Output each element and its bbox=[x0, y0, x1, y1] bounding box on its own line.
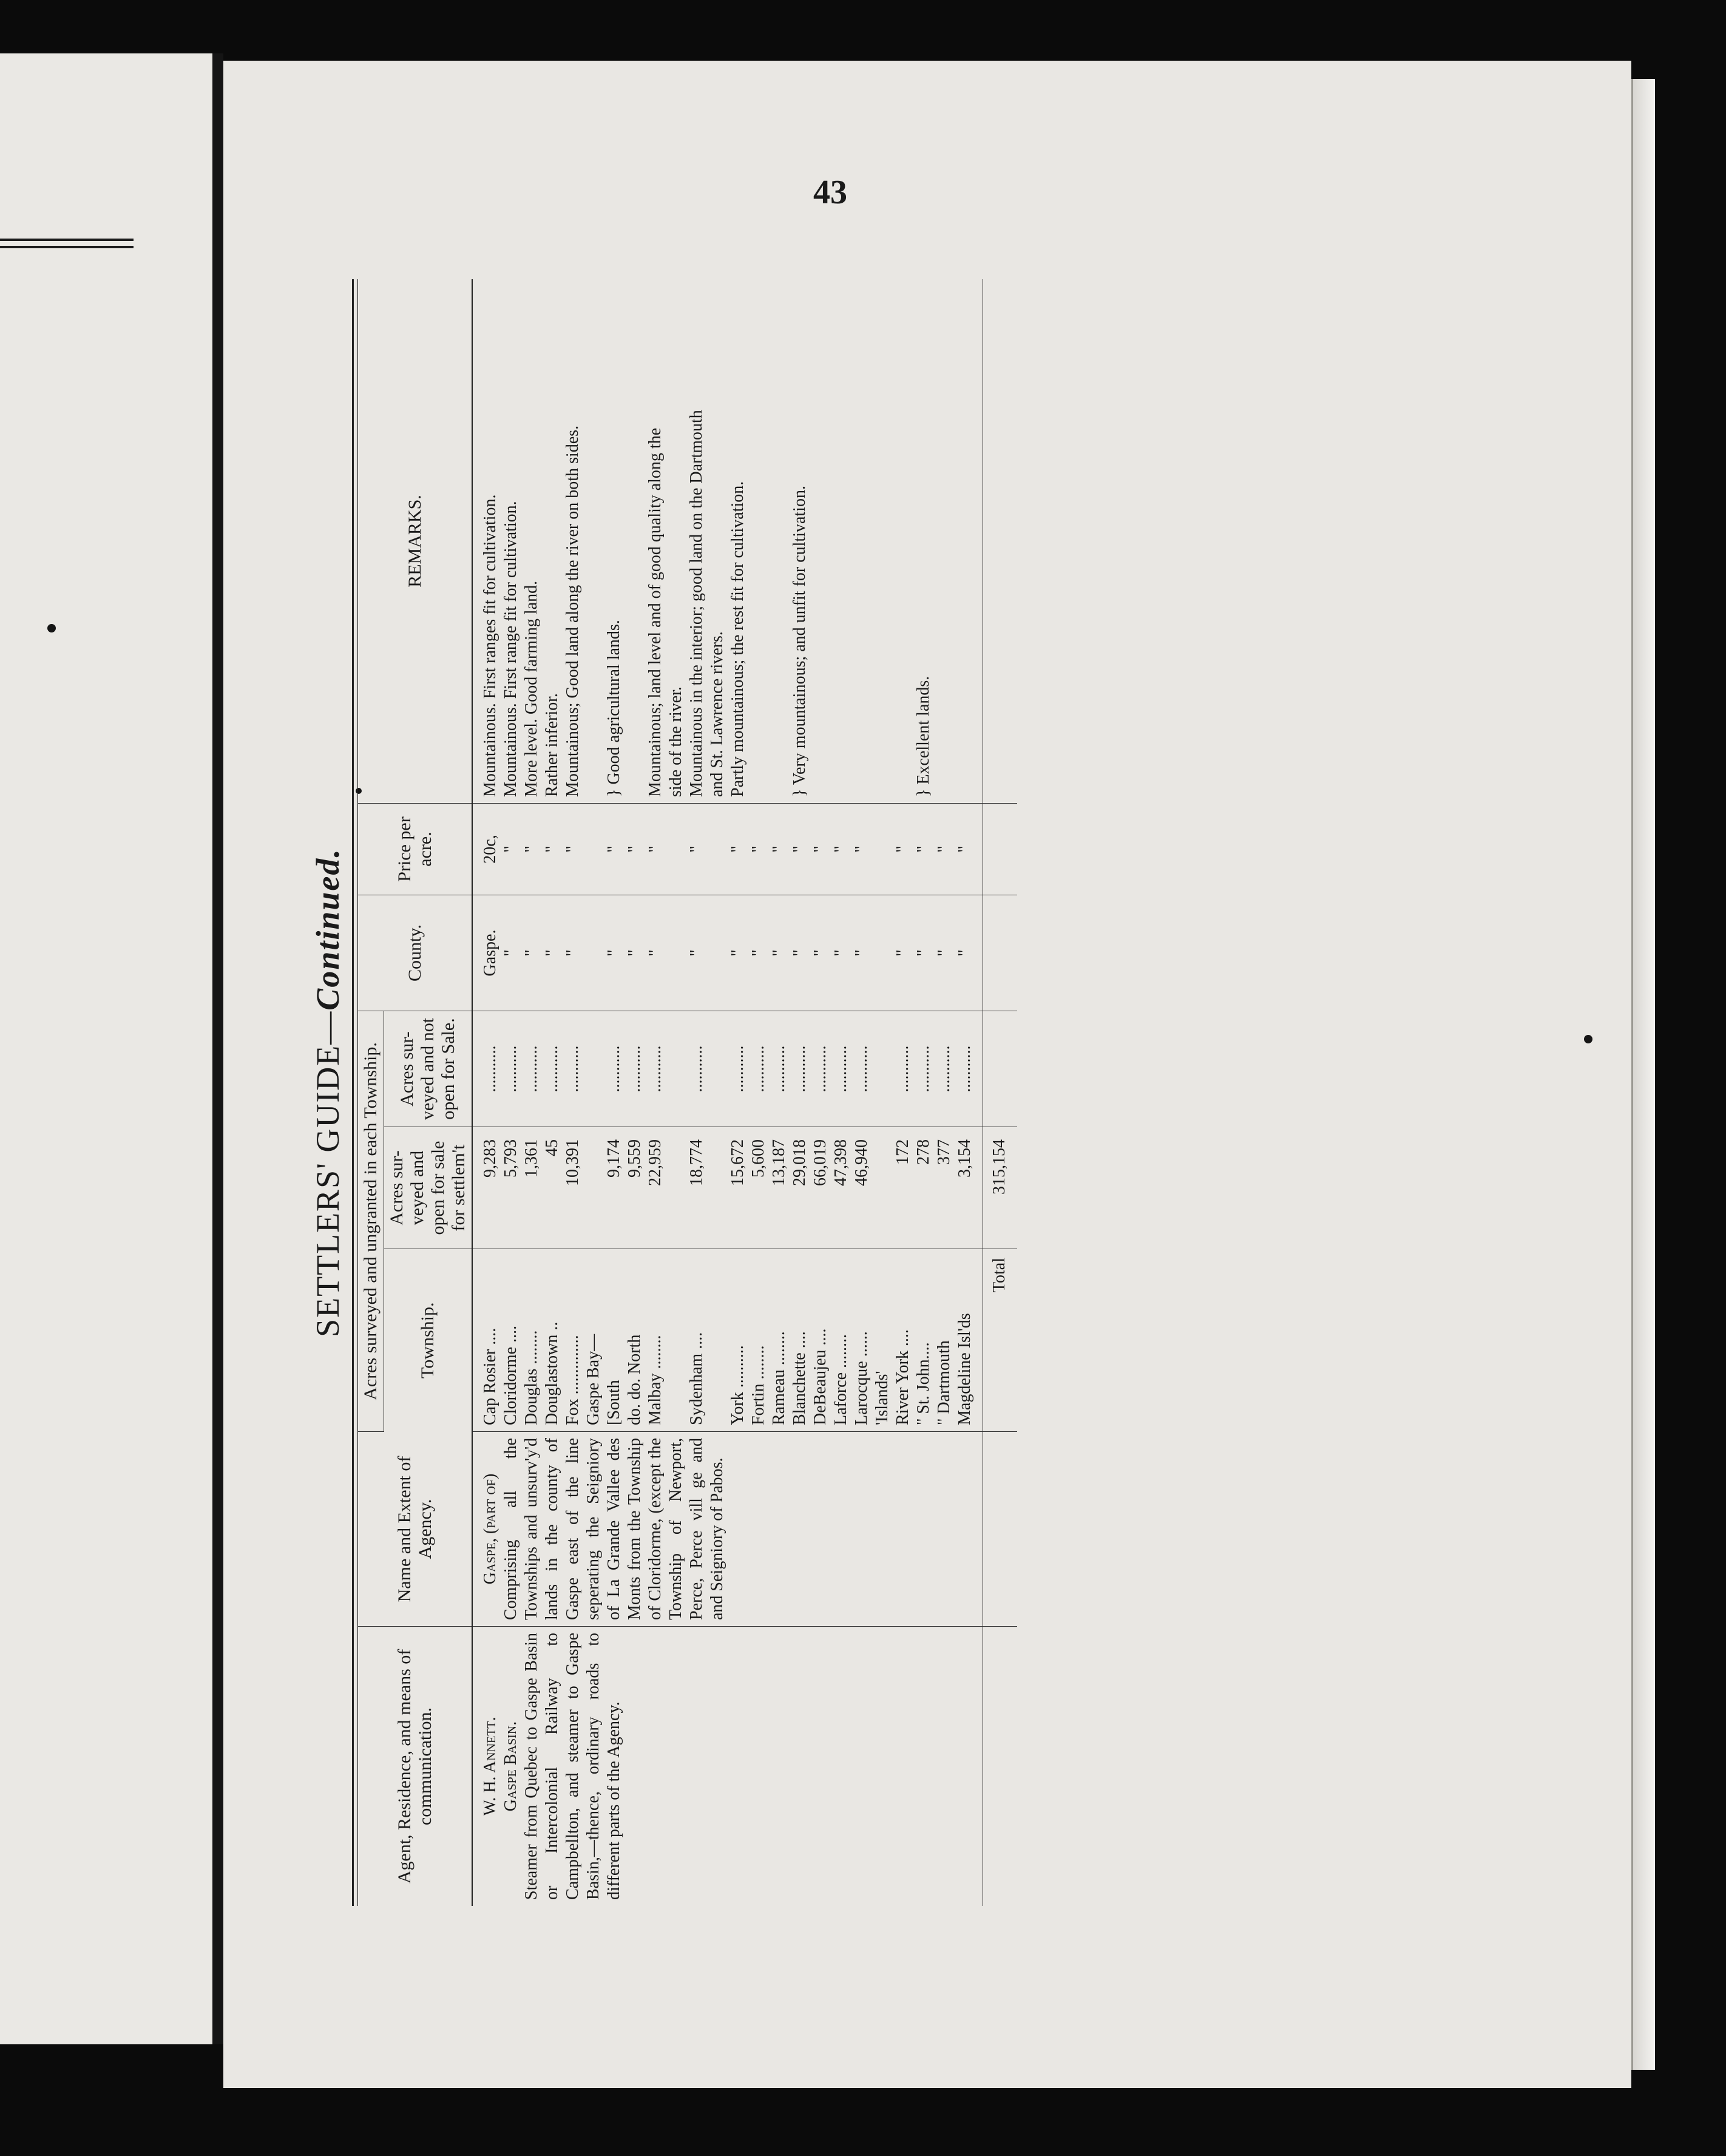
county-list bbox=[472, 895, 983, 1011]
book-gutter bbox=[212, 53, 223, 2044]
price-value: " bbox=[790, 846, 809, 853]
total-spacer bbox=[983, 1011, 1018, 1127]
county-value: " bbox=[522, 949, 541, 957]
page-number: 43 bbox=[813, 174, 847, 211]
ink-speck bbox=[47, 624, 56, 632]
remark-line bbox=[583, 285, 604, 797]
remark-line bbox=[851, 285, 872, 797]
acres-open-value: 18,774 bbox=[687, 1139, 706, 1186]
price-value: " bbox=[687, 846, 706, 853]
remark-line: More level. Good farming land. bbox=[522, 580, 541, 797]
price-value bbox=[666, 810, 686, 889]
acres-open-value: 13,187 bbox=[770, 1139, 788, 1186]
acres-open-list bbox=[472, 1127, 983, 1249]
acres-open-value bbox=[666, 1139, 686, 1242]
township-name: " St. John.... bbox=[914, 1342, 933, 1425]
remark-line: Mountainous; land level and of good quality along the bbox=[646, 427, 665, 797]
township-name: Laforce ........ bbox=[831, 1334, 850, 1425]
price-value bbox=[583, 810, 604, 889]
acres-not-open-value: ........... bbox=[935, 1045, 953, 1093]
price-value: " bbox=[563, 846, 582, 853]
price-value: " bbox=[646, 846, 665, 853]
facing-page-rule bbox=[0, 239, 134, 241]
remark-line bbox=[872, 285, 893, 797]
acres-not-open-value: ........... bbox=[646, 1045, 665, 1093]
county-value: " bbox=[625, 949, 644, 957]
remark-line: side of the river. bbox=[666, 686, 685, 797]
agency-name: Gaspe, (part of) bbox=[481, 1473, 499, 1585]
remark-line: Mountainous. First range fit for cultivation. bbox=[501, 501, 520, 797]
agent-cell bbox=[472, 1627, 983, 1907]
county-value: " bbox=[935, 949, 953, 957]
remark-line bbox=[748, 285, 769, 797]
acres-not-open-list bbox=[472, 1011, 983, 1127]
township-name: Cap Rosier .... bbox=[481, 1327, 499, 1425]
acres-open-value: 9,559 bbox=[625, 1139, 644, 1178]
township-name: Douglastown .. bbox=[543, 1321, 561, 1425]
price-value: " bbox=[935, 846, 953, 853]
total-spacer bbox=[983, 1627, 1018, 1907]
county-value bbox=[666, 901, 686, 1005]
county-value: " bbox=[646, 949, 665, 957]
acres-open-value: 278 bbox=[914, 1139, 933, 1165]
header-agent: Agent, Residence, and means of communication. bbox=[394, 1649, 435, 1884]
title-dash: — bbox=[310, 1010, 346, 1045]
acres-not-open-value: ........... bbox=[831, 1045, 850, 1093]
remark-line: } Excellent lands. bbox=[914, 676, 933, 797]
agency-cell bbox=[472, 1432, 983, 1627]
township-name: 'Islands' bbox=[873, 1371, 892, 1425]
county-value: " bbox=[955, 949, 974, 957]
title-rule bbox=[352, 279, 358, 1906]
acres-not-open-value: ........... bbox=[955, 1045, 974, 1093]
township-name: Gaspe Bay— bbox=[584, 1334, 603, 1425]
remark-line bbox=[810, 285, 831, 797]
remark-line bbox=[831, 285, 851, 797]
price-value bbox=[872, 810, 893, 889]
acres-open-value: 5,793 bbox=[501, 1139, 520, 1178]
title-continued: Continued. bbox=[310, 848, 346, 1011]
county-value: " bbox=[914, 949, 933, 957]
remark-line bbox=[934, 285, 955, 797]
remark-line: Mountainous. First ranges fit for cultivation. bbox=[481, 494, 499, 797]
township-name: " Dartmouth bbox=[935, 1340, 953, 1425]
price-value: 20c, bbox=[481, 835, 499, 864]
township-name: Fox .............. bbox=[563, 1335, 582, 1425]
header-township: Township. bbox=[384, 1249, 473, 1432]
title-main: SETTLERS' GUIDE bbox=[310, 1044, 346, 1337]
price-value: " bbox=[955, 846, 974, 853]
price-value: " bbox=[604, 846, 623, 853]
acres-not-open-value: ........... bbox=[749, 1045, 768, 1093]
township-name bbox=[707, 1255, 728, 1425]
acres-open-value: 15,672 bbox=[728, 1139, 747, 1186]
acres-not-open-value bbox=[583, 1017, 604, 1120]
header-name: Name and Extent of Agency. bbox=[358, 1432, 472, 1627]
total-spacer bbox=[983, 1432, 1018, 1627]
price-value bbox=[707, 810, 728, 889]
township-name: do. do. North bbox=[625, 1334, 644, 1425]
header-price: Price per acre. bbox=[358, 804, 472, 895]
agency-extent: Comprising all the Townships and unsurv'y'd lands in the county of Gaspe east of the line seperating the Seigniory of La Grande Vallee des Monts from the Township of Cloridorme, (except the Township of Newport, Perce, Perce vill ge and and Seigniory of Pabos. bbox=[501, 1438, 726, 1620]
township-name: Larocque ...... bbox=[852, 1331, 871, 1425]
acres-open-value: 22,959 bbox=[646, 1139, 665, 1186]
township-name: [South bbox=[604, 1380, 623, 1425]
acres-open-value: 377 bbox=[935, 1139, 953, 1165]
acres-open-value: 3,154 bbox=[955, 1139, 974, 1178]
price-list bbox=[472, 804, 983, 895]
county-value: " bbox=[852, 949, 871, 957]
facing-page-rule bbox=[0, 246, 134, 248]
remark-line: and St. Lawrence rivers. bbox=[708, 631, 726, 797]
township-name: Sydenham .... bbox=[687, 1332, 706, 1425]
page-title bbox=[303, 279, 352, 1906]
acres-not-open-value: ........... bbox=[481, 1045, 499, 1093]
acres-open-value: 1,361 bbox=[522, 1139, 541, 1178]
township-name: Fortin ........ bbox=[749, 1345, 768, 1425]
county-value: " bbox=[811, 949, 830, 957]
total-value: 315,154 bbox=[983, 1127, 1018, 1249]
township-list bbox=[472, 1249, 983, 1432]
settlers-guide-table bbox=[358, 279, 1017, 1906]
remark-line: } Very mountainous; and unfit for cultivation. bbox=[790, 486, 809, 797]
acres-open-value: 172 bbox=[893, 1139, 912, 1165]
acres-open-value: 66,019 bbox=[811, 1139, 830, 1186]
acres-not-open-value: ........... bbox=[914, 1045, 933, 1093]
acres-not-open-value: ........... bbox=[522, 1045, 541, 1093]
acres-not-open-value: ........... bbox=[811, 1045, 830, 1093]
acres-not-open-value: ........... bbox=[728, 1045, 747, 1093]
price-value: " bbox=[543, 846, 561, 853]
township-name: Magdeline Isl'ds bbox=[955, 1313, 974, 1425]
header-acres-group: Acres surveyed and ungranted in each Township. bbox=[358, 1011, 384, 1432]
acres-not-open-value: ........... bbox=[604, 1045, 623, 1093]
price-value: " bbox=[831, 846, 850, 853]
acres-not-open-value: ........... bbox=[893, 1045, 912, 1093]
county-value: " bbox=[543, 949, 561, 957]
county-value: " bbox=[893, 949, 912, 957]
county-value: " bbox=[687, 949, 706, 957]
acres-open-value: 10,391 bbox=[563, 1139, 582, 1186]
acres-not-open-value: ........... bbox=[852, 1045, 871, 1093]
remark-line: Partly mountainous; the rest fit for cultivation. bbox=[728, 481, 747, 797]
township-name: Rameau ........ bbox=[770, 1331, 788, 1425]
acres-not-open-value: ........... bbox=[501, 1045, 520, 1093]
price-value: " bbox=[749, 846, 768, 853]
remark-line: Mountainous in the interior; good land on the Dartmouth bbox=[687, 410, 706, 797]
price-value: " bbox=[852, 846, 871, 853]
acres-open-value: 29,018 bbox=[790, 1139, 809, 1186]
county-value bbox=[872, 901, 893, 1005]
county-value: " bbox=[831, 949, 850, 957]
price-value: " bbox=[914, 846, 933, 853]
township-name bbox=[666, 1255, 686, 1425]
remark-line: Mountainous; Good land along the river on both sides. bbox=[563, 425, 582, 797]
township-name: York .......... bbox=[728, 1345, 747, 1425]
acres-not-open-value bbox=[872, 1017, 893, 1120]
acres-open-value bbox=[583, 1139, 604, 1242]
county-value: " bbox=[749, 949, 768, 957]
acres-open-value: 45 bbox=[543, 1139, 561, 1156]
remark-line bbox=[624, 285, 645, 797]
acres-not-open-value bbox=[707, 1017, 728, 1120]
acres-not-open-value: ........... bbox=[625, 1045, 644, 1093]
price-value: " bbox=[625, 846, 644, 853]
agent-name: W. H. Annett. bbox=[481, 1717, 499, 1816]
remark-line bbox=[769, 285, 790, 797]
page-edge bbox=[1631, 79, 1655, 2070]
acres-open-value: 9,174 bbox=[604, 1139, 623, 1178]
county-value: " bbox=[790, 949, 809, 957]
header-acres-not-open: Acres sur-veyed and not open for Sale. bbox=[384, 1011, 473, 1127]
remark-line bbox=[955, 285, 975, 797]
township-name: DeBeaujeu .... bbox=[811, 1328, 830, 1425]
agent-communication: Steamer from Quebec to Gaspe Basin or Intercolonial Railway to Campbellton, and steamer to Gaspe Basin,—thence, ordinary roads to different parts of the Agency. bbox=[522, 1633, 623, 1900]
acres-not-open-value: ........... bbox=[790, 1045, 809, 1093]
county-value bbox=[707, 901, 728, 1005]
facing-page bbox=[0, 53, 212, 2044]
price-value: " bbox=[522, 846, 541, 853]
ink-speck bbox=[1584, 1035, 1592, 1043]
township-name: Malbay ........ bbox=[646, 1335, 665, 1425]
county-value: " bbox=[563, 949, 582, 957]
header-acres-open: Acres sur-veyed and open for sale for settlem't bbox=[384, 1127, 473, 1249]
remarks-list bbox=[472, 279, 983, 804]
county-value: " bbox=[604, 949, 623, 957]
acres-not-open-value: ........... bbox=[687, 1045, 706, 1093]
acres-open-value bbox=[872, 1139, 893, 1242]
county-value: " bbox=[770, 949, 788, 957]
acres-not-open-value: ........... bbox=[543, 1045, 561, 1093]
price-value: " bbox=[728, 846, 747, 853]
county-value bbox=[583, 901, 604, 1005]
acres-open-value bbox=[707, 1139, 728, 1242]
township-name: Douglas ........ bbox=[522, 1330, 541, 1425]
remark-line: } Good agricultural lands. bbox=[604, 620, 623, 797]
acres-open-value: 47,398 bbox=[831, 1139, 850, 1186]
rotated-table-region bbox=[303, 279, 1274, 1906]
price-value: " bbox=[811, 846, 830, 853]
price-value: " bbox=[893, 846, 912, 853]
acres-not-open-value bbox=[666, 1017, 686, 1120]
total-spacer bbox=[983, 279, 1018, 804]
total-spacer bbox=[983, 895, 1018, 1011]
township-name: Blanchette .... bbox=[790, 1331, 809, 1425]
total-spacer bbox=[983, 804, 1018, 895]
county-value: " bbox=[501, 949, 520, 957]
acres-not-open-value: ........... bbox=[770, 1045, 788, 1093]
township-name: River York .... bbox=[893, 1329, 912, 1425]
remark-line: Rather inferior. bbox=[543, 693, 561, 797]
price-value: " bbox=[501, 846, 520, 853]
acres-open-value: 46,940 bbox=[852, 1139, 871, 1186]
acres-not-open-value: ........... bbox=[563, 1045, 582, 1093]
county-value: Gaspe. bbox=[481, 929, 499, 977]
acres-open-value: 5,600 bbox=[749, 1139, 768, 1178]
agent-residence: Gaspe Basin. bbox=[501, 1721, 520, 1812]
header-remarks: REMARKS. bbox=[358, 279, 472, 804]
header-county: County. bbox=[358, 895, 472, 1011]
total-label: Total bbox=[983, 1249, 1018, 1432]
price-value: " bbox=[770, 846, 788, 853]
township-name: Cloridorme .... bbox=[501, 1325, 520, 1425]
acres-open-value: 9,283 bbox=[481, 1139, 499, 1178]
remark-line bbox=[893, 285, 913, 797]
county-value: " bbox=[728, 949, 747, 957]
